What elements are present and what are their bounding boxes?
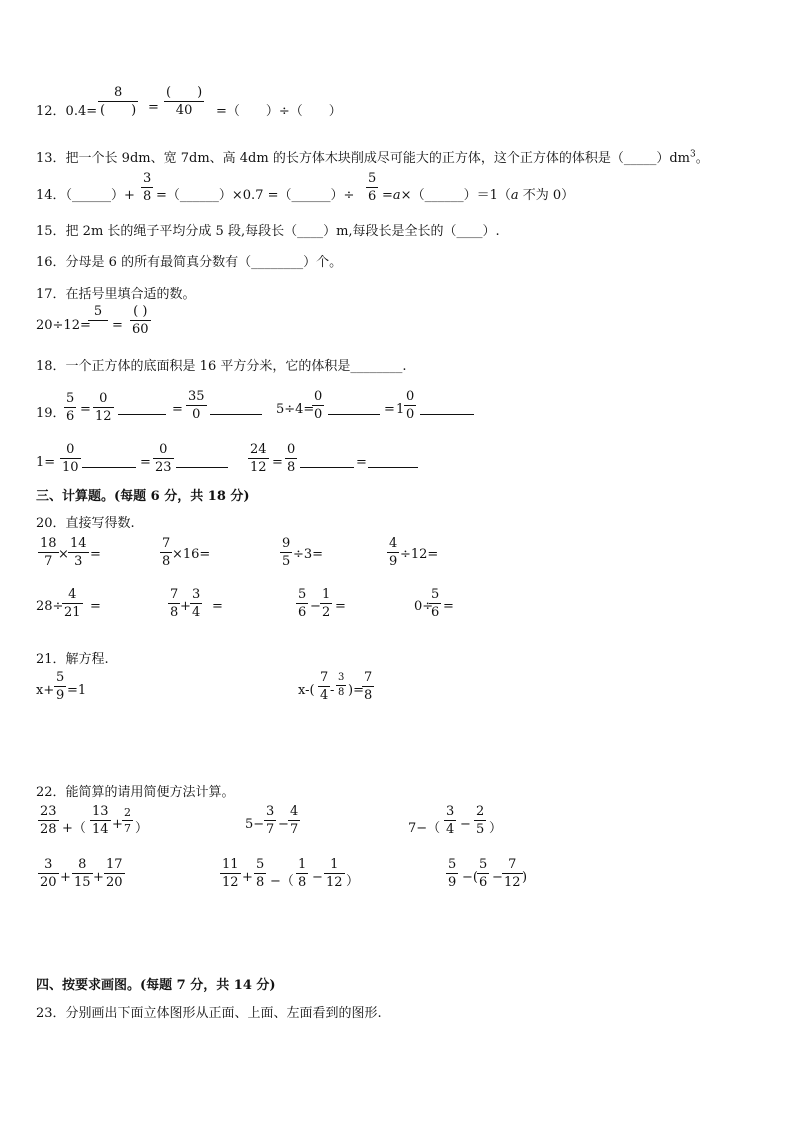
q19-label: 19． — [36, 406, 66, 421]
q21-title: 21．解方程. — [36, 652, 109, 667]
q17-text: 17．在括号里填合适的数。 — [36, 287, 196, 302]
section-3-heading: 三、计算题。(每题 6 分，共 18 分) — [36, 489, 250, 504]
q13-text: 13．把一个长 9dm、宽 7dm、高 4dm 的长方体木块削成尽可能大的正方体，这个正方体的体积是$(\_\_\_\_\_)dm^3$。 — [36, 149, 709, 166]
q19-blank-6[interactable] — [176, 455, 228, 472]
q12-label: 12．0.4= — [36, 104, 98, 119]
q17-eq: = — [112, 318, 123, 333]
q22-title: 22．能简算的请用简便方法计算。 — [36, 785, 235, 800]
q17-fraction-2: ( ) 60 — [132, 304, 149, 337]
q19-fraction-7: $\frac{24}{12}$ — [250, 442, 267, 475]
q14-a: 14．（______）+ — [36, 188, 135, 203]
q15-text: 15．把 2m 长的绳子平均分成 5 段,每段长（____）m,每段长是全长的（____）. — [36, 224, 500, 239]
q19-fraction-8: $\frac{0}{8}$ — [287, 442, 296, 475]
q12-eq: = — [148, 100, 159, 115]
q12-tail: =（ ）÷（ ） — [216, 104, 342, 119]
q18-text: 18．一个正方体的底面积是 16 平方分米，它的体积是________. — [36, 359, 407, 374]
q14-c: =a×（______）＝1（a 不为 0） — [382, 188, 575, 203]
section-4-heading: 四、按要求画图。(每题 7 分，共 14 分) — [36, 978, 276, 993]
q19-fraction-35-x: $\frac{35}{0}$ — [188, 389, 205, 422]
q19-blank-7[interactable] — [300, 455, 354, 472]
q19-fraction-3: $\frac{0}{0}$ — [314, 389, 323, 422]
q19-fraction-5: $\frac{0}{10}$ — [62, 442, 79, 475]
q19-blank-8[interactable] — [368, 455, 418, 472]
q16-text: 16．分母是 6 的所有最简真分数有（________）个。 — [36, 255, 343, 270]
q14-fraction-1: $\frac{3}{8}$ — [143, 171, 152, 204]
q19-fraction-5-6: $\frac{5}{6}$ — [66, 391, 75, 424]
q19-fraction-6: $\frac{0}{23}$ — [155, 442, 172, 475]
q14-fraction-2: $\frac{5}{6}$ — [368, 171, 377, 204]
q12-fraction-2: ( ) 40 — [166, 85, 203, 118]
q23-text: 23．分别画出下面立体图形从正面、上面、左面看到的图形. — [36, 1006, 382, 1021]
q19-blank-3[interactable] — [328, 402, 380, 419]
q17-lhs: 20÷12= — [36, 318, 91, 333]
q19-blank-5[interactable] — [82, 455, 136, 472]
q19-blank-1[interactable] — [118, 402, 166, 419]
q19-fraction-4: $\frac{0}{0}$ — [406, 389, 415, 422]
q19-blank-4[interactable] — [420, 402, 474, 419]
q19-s2: 5÷4= — [276, 402, 315, 417]
q14-b: =（______）×0.7 =（______）÷ — [156, 188, 355, 203]
q20-title: 20．直接写得数. — [36, 516, 135, 531]
q12-fraction-1: 8 ( ) — [100, 85, 137, 118]
q19-fraction-x-12: $\frac{0}{12}$ — [95, 391, 112, 424]
q19-blank-2[interactable] — [210, 402, 262, 419]
q17-fraction-1: 5 — [88, 305, 108, 337]
